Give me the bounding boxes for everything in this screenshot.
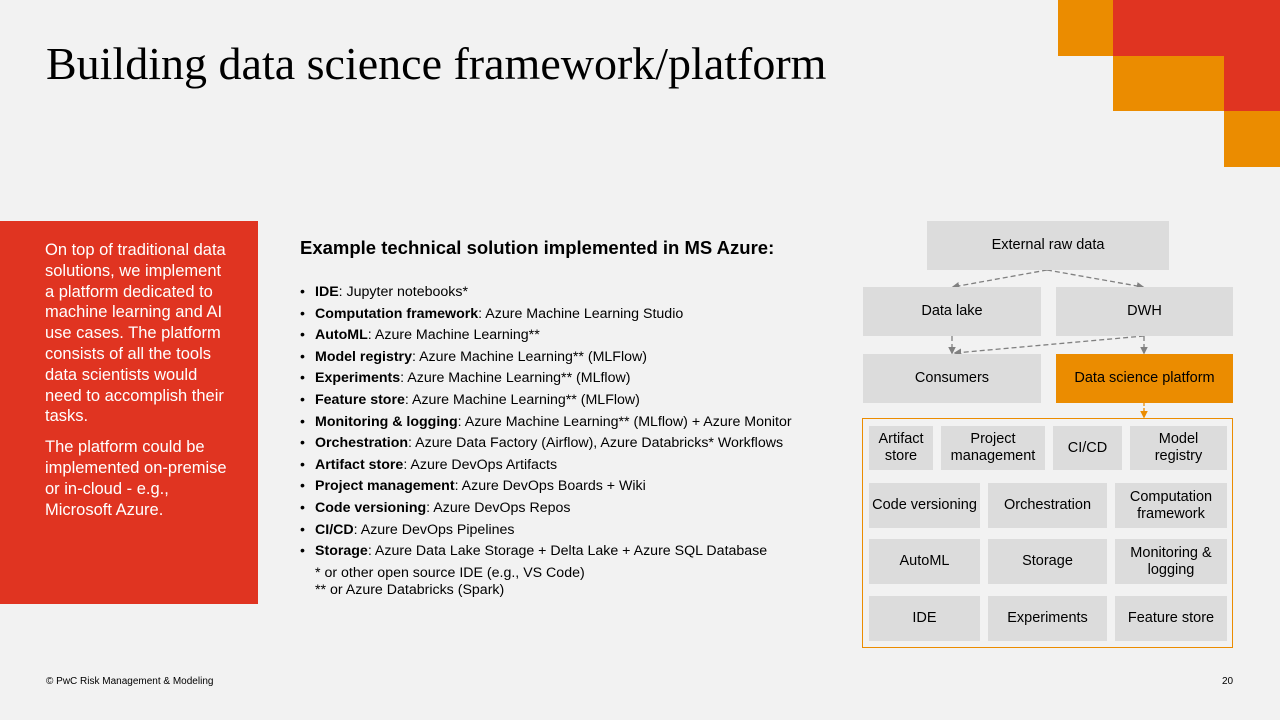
component-feature-store: Feature store xyxy=(1115,596,1227,641)
component-monitoring-logging: Monitoring & logging xyxy=(1115,539,1227,584)
intro-paragraph-2: The platform could be implemented on-premise or in-cloud - e.g., Microsoft Azure. xyxy=(45,438,227,519)
item-value: : Azure Machine Learning** (MLFlow) xyxy=(404,391,640,408)
item-value: : Azure Data Factory (Airflow), Azure Databricks* Workflows xyxy=(408,435,784,452)
item-key: Code versioning xyxy=(315,499,427,516)
item-value: : Azure DevOps Artifacts xyxy=(403,456,558,473)
node-consumers: Consumers xyxy=(863,354,1041,403)
component-ci-cd: CI/CD xyxy=(1053,426,1122,470)
footer-copyright: © PwC Risk Management & Modeling xyxy=(46,676,214,687)
item-value: : Azure DevOps Boards + Wiki xyxy=(454,478,646,495)
item-value: : Azure Machine Learning Studio xyxy=(478,305,684,322)
footnote-1: * or other open source IDE (e.g., VS Code) xyxy=(315,565,585,581)
item-key: Computation framework xyxy=(315,305,479,322)
item-value: : Azure Machine Learning** (MLflow) xyxy=(400,370,631,387)
page-title: Building data science framework/platform xyxy=(46,38,827,89)
component-experiments: Experiments xyxy=(988,596,1107,641)
item-key: Model registry xyxy=(315,348,412,365)
item-key: AutoML xyxy=(315,327,368,344)
item-value: : Azure Machine Learning** (MLFlow) xyxy=(411,348,647,365)
node-dwh: DWH xyxy=(1056,287,1233,336)
item-key: Orchestration xyxy=(315,435,409,452)
component-ide: IDE xyxy=(869,596,980,641)
component-storage: Storage xyxy=(988,539,1107,584)
item-value: : Jupyter notebooks* xyxy=(338,284,468,300)
component-artifact-store: Artifact store xyxy=(869,426,933,470)
footnote-2: ** or Azure Databricks (Spark) xyxy=(315,581,505,598)
node-external-raw-data: External raw data xyxy=(927,221,1169,270)
item-value: : Azure Data Lake Storage + Delta Lake + Azure SQL Database xyxy=(367,543,768,560)
component-computation-framework: Computation framework xyxy=(1115,483,1227,528)
item-key: CI/CD xyxy=(315,521,354,538)
component-automl: AutoML xyxy=(869,539,980,584)
item-key: Project management xyxy=(315,478,455,495)
page-number: 20 xyxy=(1222,676,1234,687)
item-value: : Azure DevOps Pipelines xyxy=(353,521,515,538)
item-value: : Azure DevOps Repos xyxy=(426,499,571,516)
component-model-registry: Model registry xyxy=(1130,426,1227,470)
item-key: Monitoring & logging xyxy=(315,413,458,430)
arrow-external-to-dwh xyxy=(1047,270,1143,287)
item-value: : Azure Machine Learning** (MLflow) + Azure Monitor xyxy=(457,413,792,430)
item-value: : Azure Machine Learning** xyxy=(367,327,540,344)
arrow-dwh-to-consumers xyxy=(955,336,1144,353)
component-project-management: Project management xyxy=(941,426,1045,470)
item-key: Storage xyxy=(315,543,368,560)
node-data-science-platform: Data science platform xyxy=(1056,354,1233,403)
solution-heading: Example technical solution implemented in MS Azure: xyxy=(300,237,775,258)
node-data-lake: Data lake xyxy=(863,287,1041,336)
component-code-versioning: Code versioning xyxy=(869,483,980,528)
item-key: Experiments xyxy=(315,370,401,387)
item-key: Artifact store xyxy=(315,456,404,473)
component-orchestration: Orchestration xyxy=(988,483,1107,528)
arrow-external-to-datalake xyxy=(953,270,1047,287)
intro-paragraph-1: On top of traditional data solutions, we implement a platform dedicated to machine learning and AI use cases. The platform consists of all the tools data scientists would need to accomplish their tasks. xyxy=(45,241,226,426)
item-key: Feature store xyxy=(315,391,405,408)
item-key: IDE xyxy=(315,284,339,300)
